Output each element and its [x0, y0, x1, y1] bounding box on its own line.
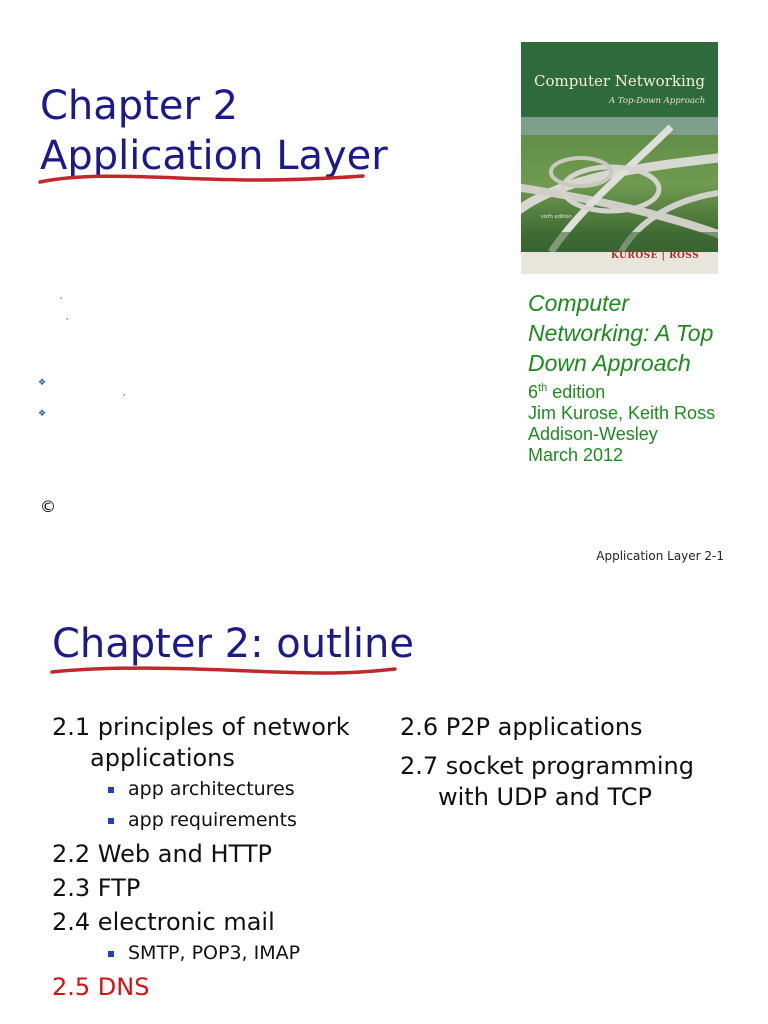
outline-item-continuation: with UDP and TCP: [438, 783, 652, 811]
stray-mark: ,: [66, 312, 69, 321]
outline-item-label: 2.7 socket programming: [400, 752, 694, 780]
book-edition: [528, 378, 715, 403]
outline-item-2-5-current: 2.5 DNS: [52, 973, 150, 1001]
slide-title-line-2: Application Layer: [40, 133, 388, 179]
outline-item-2-6: 2.6 P2P applications: [400, 713, 643, 741]
outline-left-column: [52, 712, 350, 1003]
square-bullet-icon: [108, 951, 114, 957]
edition-word: edition: [547, 382, 606, 402]
edition-suffix: th: [538, 382, 548, 394]
outline-item-2-2: 2.2 Web and HTTP: [52, 840, 272, 868]
outline-title: Chapter 2: outline: [52, 621, 414, 667]
outline-subitem: [52, 938, 350, 969]
cover-authors: KUROSE | ROSS: [611, 251, 700, 261]
outline-subitem: [52, 805, 350, 836]
diamond-bullet-icon: ❖: [38, 378, 47, 388]
book-title-line-1: Computer: [528, 290, 629, 316]
outline-right-column: [400, 712, 694, 813]
subitem-label: SMTP, POP3, IMAP: [128, 942, 301, 964]
outline-item-2-4: 2.4 electronic mail: [52, 908, 275, 936]
cover-title: Computer Networking: [533, 72, 706, 90]
book-info: [528, 288, 715, 466]
subitem-label: app requirements: [128, 809, 297, 831]
outline-item-2-3: 2.3 FTP: [52, 874, 141, 902]
square-bullet-icon: [108, 818, 114, 824]
book-title-line-3: Down Approach: [528, 350, 691, 376]
outline-item-continuation: applications: [90, 744, 235, 772]
diamond-bullet-icon: ❖: [38, 409, 47, 419]
subitem-label: app architectures: [128, 778, 295, 800]
square-bullet-icon: [108, 787, 114, 793]
outline-item-label: 2.1 principles of network: [52, 713, 350, 741]
outline-item-2-7: [400, 751, 694, 813]
book-publisher: Addison-Wesley: [528, 424, 658, 444]
edition-number: 6: [528, 382, 539, 402]
book-date: March 2012: [528, 445, 624, 465]
slide-title-line-1: Chapter 2: [40, 83, 239, 129]
title-underline: [38, 170, 368, 190]
outline-item-2-1: [52, 712, 350, 774]
cover-edition: sixth edition: [541, 214, 572, 220]
stray-mark: ,: [123, 388, 126, 397]
slide-footer: Application Layer 2-1: [596, 549, 724, 563]
book-authors: Jim Kurose, Keith Ross: [528, 403, 716, 423]
highway-interchange-photo: [521, 117, 718, 252]
stray-mark: ': [60, 296, 63, 305]
book-title-line-2: Networking: A Top: [528, 320, 714, 346]
slide-2: [0, 592, 768, 1024]
outline-title-underline: [50, 662, 400, 682]
book-cover-image: [521, 42, 718, 274]
outline-subitem: [52, 774, 350, 805]
copyright-symbol: ©: [40, 497, 56, 516]
cover-subtitle: A Top-Down Approach: [609, 96, 706, 106]
